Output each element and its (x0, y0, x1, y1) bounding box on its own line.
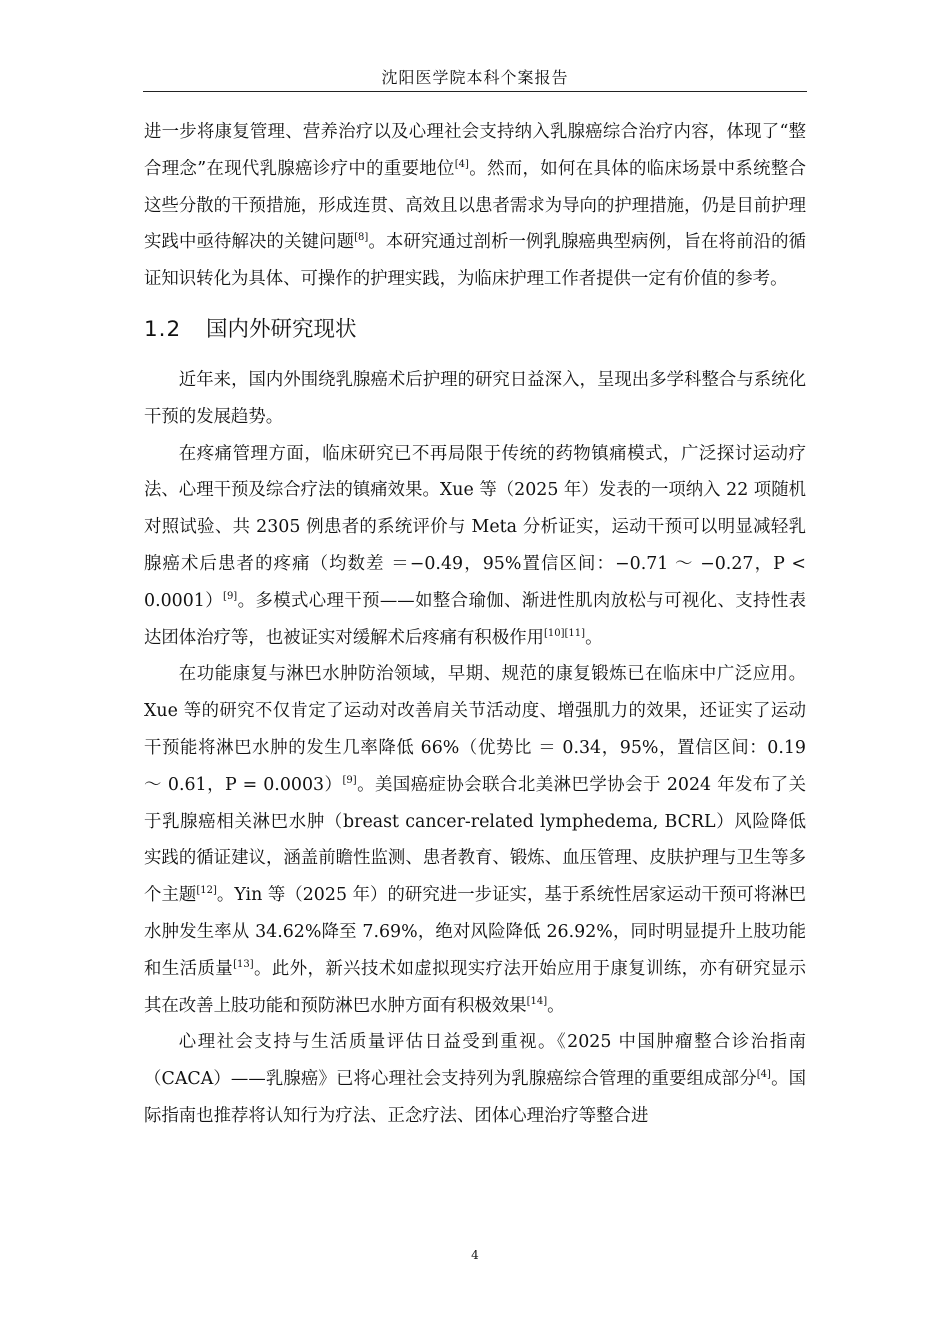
citation: [4] (756, 1069, 771, 1081)
citation: [12] (196, 885, 217, 897)
paragraph-text: 在疼痛管理方面，临床研究已不再局限于传统的药物镇痛模式，广泛探讨运动疗法、心理干预及综合疗法的镇痛效果。Xue 等（2025 年）发表的一项纳入 22 项随机对照试验、共 2305 例患者的系统评价与 Meta 分析证实，运动干预可以明显减轻乳腺癌术后患者的疼痛（均数差 ＝−0.49，95%置信区间：−0.71 ～ −0.27，P < 0.0001） (144, 443, 807, 611)
paragraph-text: 。美国癌症协会联合北美淋巴学协会于 2024 年发布了关于乳腺癌相关淋巴水肿（breast cancer-related lymphedema, BCRL）风险降低实践的循证建议，涵盖前瞻性监测、患者教育、锻炼、血压管理、皮肤护理与卫生等多个主题 (144, 774, 806, 906)
section-heading (144, 308, 806, 352)
paragraph-text: 。 (585, 627, 603, 648)
citation: [14] (526, 995, 548, 1007)
paragraph-text: 。多模式心理干预——如整合瑜伽、渐进性肌肉放松与可视化、支持性表达团体治疗等，也被证实对缓解术后疼痛有积极作用 (144, 590, 806, 648)
citation: [4] (454, 158, 469, 170)
section-number: 1.2 (144, 316, 182, 342)
paragraph (144, 114, 806, 298)
paragraph (144, 436, 806, 657)
citation: [10][11] (544, 627, 586, 639)
running-header-title: 沈阳医学院本科个案报告 (381, 68, 569, 87)
citation: [9] (223, 590, 238, 602)
paragraph-text: 。本研究通过剖析一例乳腺癌典型病例，旨在将前沿的循证知识转化为具体、可操作的护理实践，为临床护理工作者提供一定有价值的参考。 (144, 232, 806, 290)
paragraph-text: 近年来，国内外围绕乳腺癌术后护理的研究日益深入，呈现出多学科整合与系统化干预的发展趋势。 (144, 369, 806, 427)
citation: [8] (354, 232, 369, 244)
paragraph (144, 656, 806, 1024)
paragraph (144, 1024, 806, 1134)
paragraph-text: 。此外，新兴技术如虚拟现实疗法开始应用于康复训练，亦有研究显示其在改善上肢功能和预防淋巴水肿方面有积极效果 (144, 958, 806, 1016)
page-number: 4 (471, 1248, 479, 1262)
paragraph-text: 心理社会支持与生活质量评估日益受到重视。《2025 中国肿瘤整合诊治指南（CACA）——乳腺癌》已将心理社会支持列为乳腺癌综合管理的重要组成部分 (144, 1032, 806, 1090)
paragraph-text: 。 (547, 995, 565, 1016)
paragraph-text: 。然而，如何在具体的临床场景中系统整合这些分散的干预措施，形成连贯、高效且以患者需求为导向的护理措施，仍是目前护理实践中亟待解决的关键问题 (144, 158, 806, 253)
section-title: 国内外研究现状 (206, 316, 357, 342)
page-body (144, 114, 806, 1135)
paragraph-text: 。国际指南也推荐将认知行为疗法、正念疗法、团体心理治疗等整合进 (144, 1069, 806, 1126)
citation: [13] (233, 958, 254, 970)
paragraph (144, 362, 806, 436)
paragraph-text: 在功能康复与淋巴水肿防治领域，早期、规范的康复锻炼已在临床中广泛应用。Xue 等的研究不仅肯定了运动对改善肩关节活动度、增强肌力的效果，还证实了运动干预能将淋巴水肿的发生几率降低 66%（优势比 ＝ 0.34，95%，置信区间：0.19 ～ 0.61，P = 0.0003） (144, 664, 806, 795)
citation: [9] (342, 774, 357, 786)
running-header (143, 68, 807, 92)
paragraph-text: 。Yin 等（2025 年）的研究进一步证实，基于系统性居家运动干预可将淋巴水肿发生率从 34.62%降至 7.69%，绝对风险降低 26.92%，同时明显提升上肢功能和生活质量 (144, 885, 806, 979)
paragraph-text: 进一步将康复管理、营养治疗以及心理社会支持纳入乳腺癌综合治疗内容，体现了“整合理念”在现代乳腺癌诊疗中的重要地位 (144, 122, 806, 179)
